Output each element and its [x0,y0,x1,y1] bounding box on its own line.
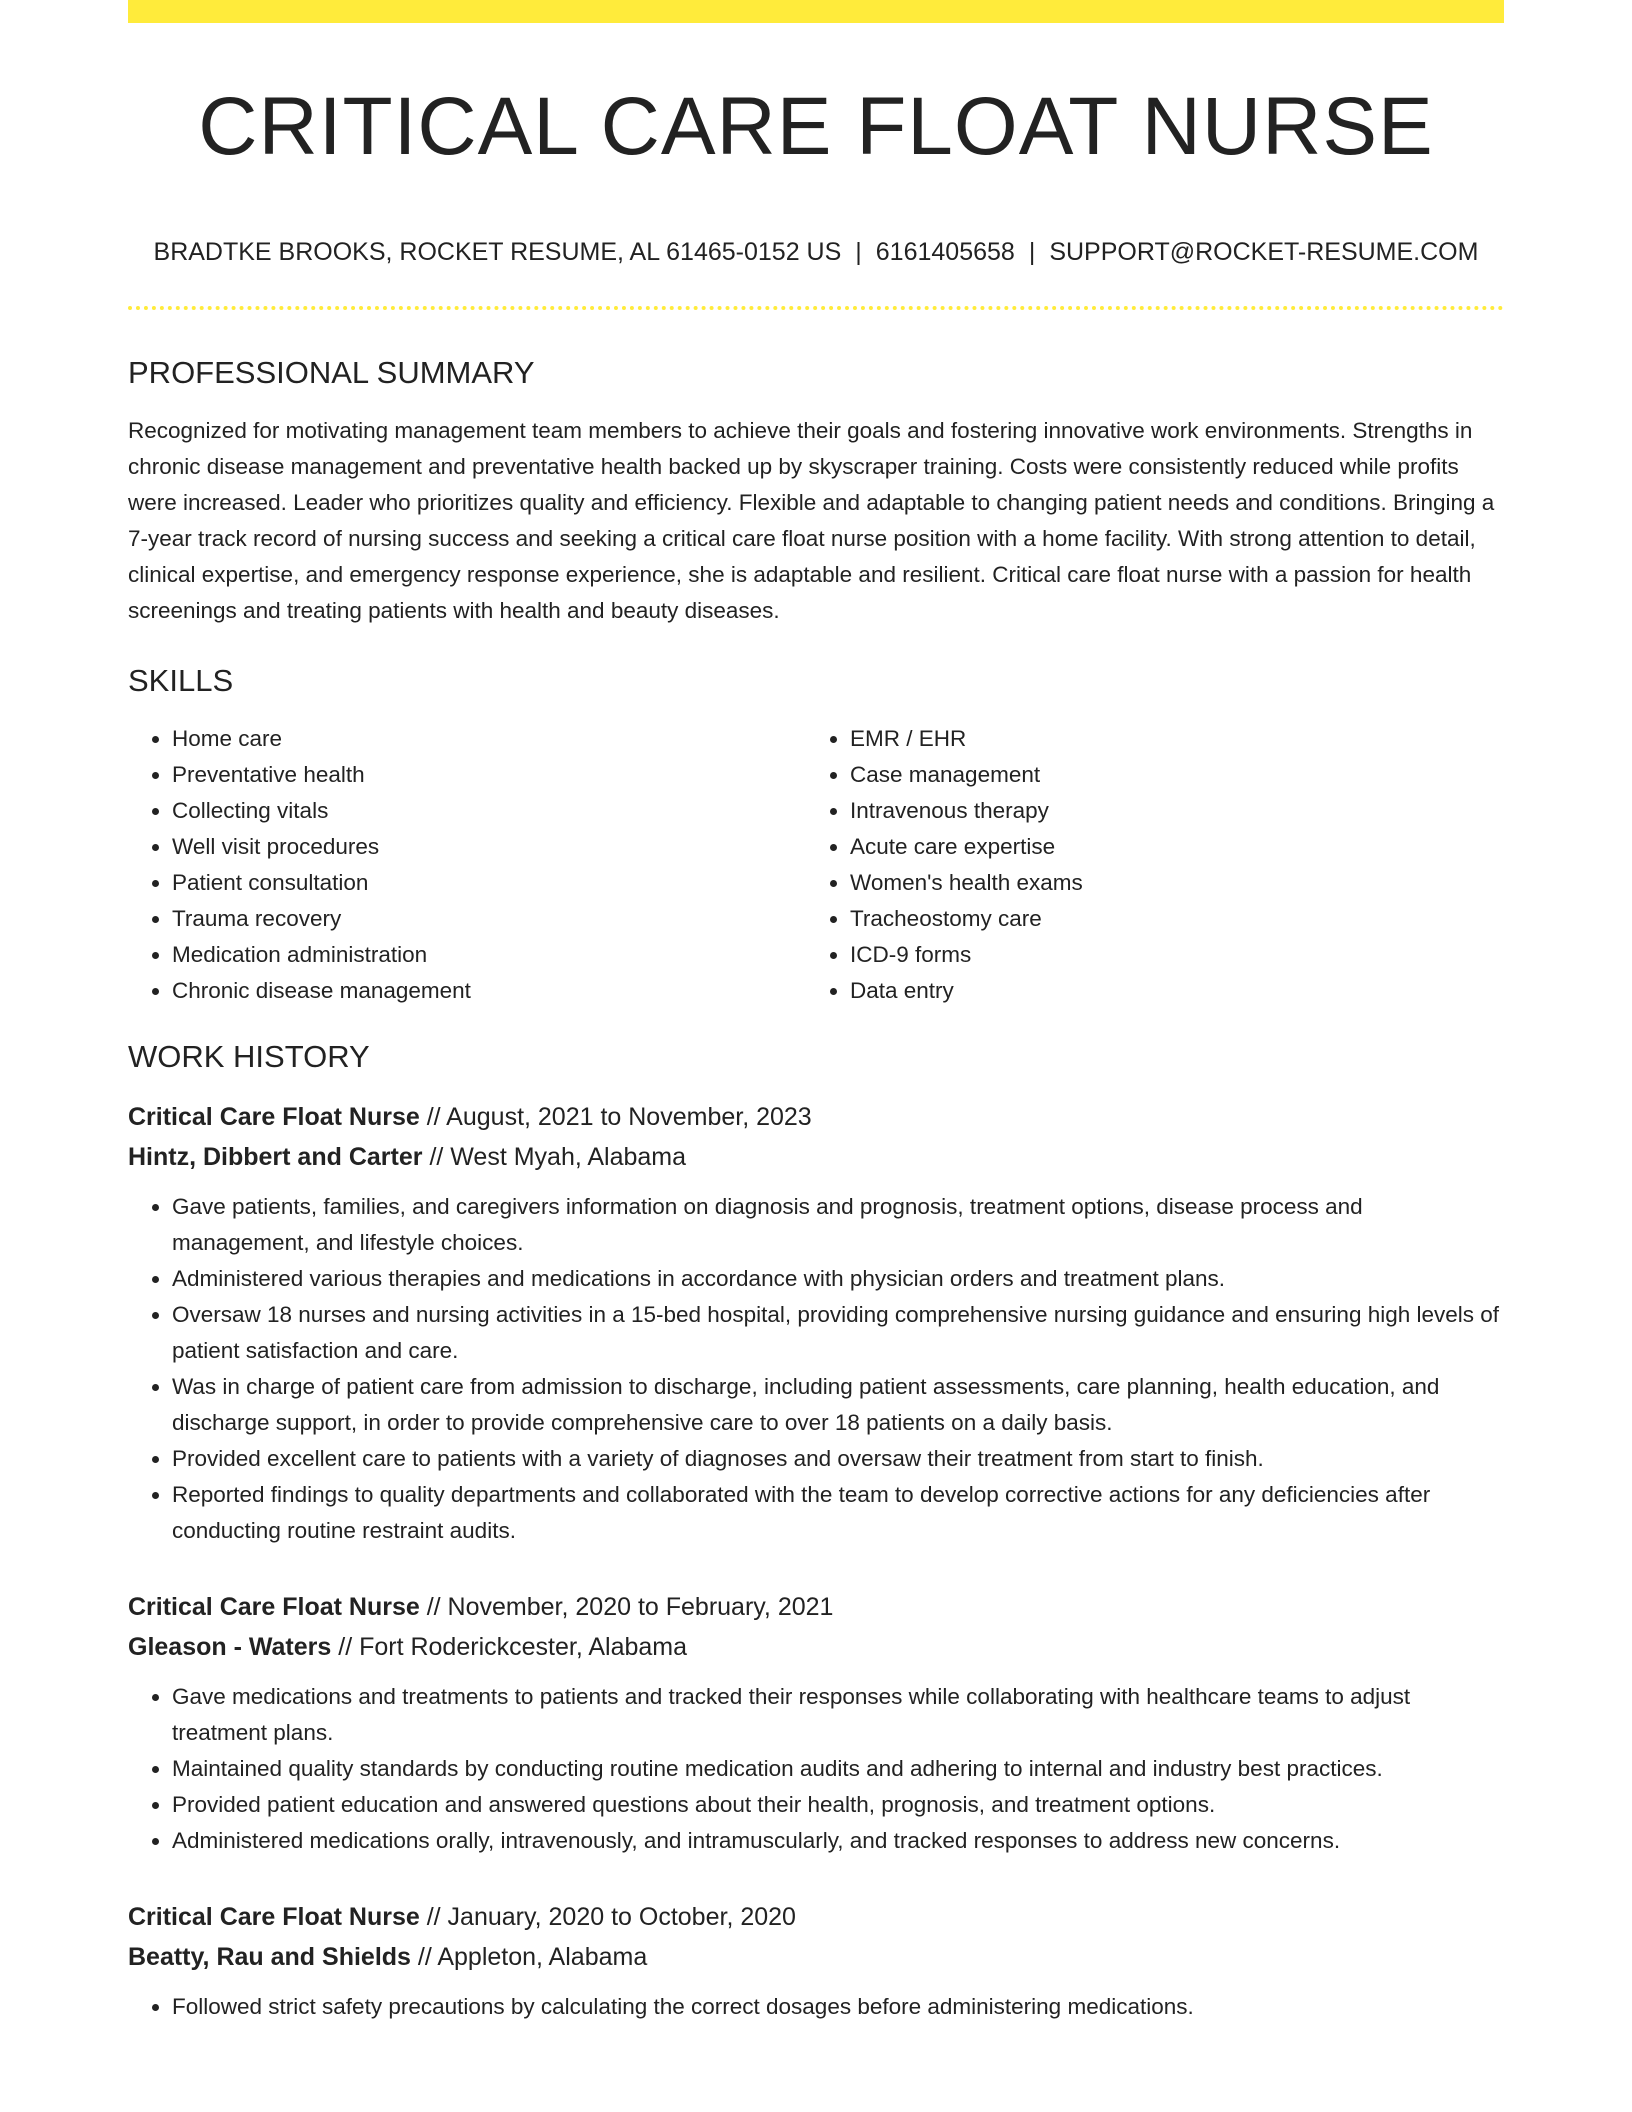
skill-item: • Patient consultation [172,865,806,901]
skills-column-left [128,721,806,1009]
job-company-line [128,1937,1504,1977]
page-title: CRITICAL CARE FLOAT NURSE [198,81,1434,172]
job-company: Hintz, Dibbert and Carter [128,1143,423,1171]
summary-heading: PROFESSIONAL SUMMARY [128,355,535,390]
skill-item: • Home care [172,721,806,757]
job-location: // Appleton, Alabama [417,1943,648,1971]
contact-line [128,238,1504,267]
job-dates: // November, 2020 to February, 2021 [426,1593,834,1621]
job-bullet: • Oversaw 18 nurses and nursing activities in a 15-bed hospital, providing comprehensive nursing guidance and ensuring high levels of patient satisfaction and care. [172,1297,1504,1369]
job-dates: // January, 2020 to October, 2020 [426,1903,796,1931]
job-bullets [128,1679,1504,1859]
skill-item: • Intravenous therapy [850,793,1484,829]
accent-bar [128,0,1504,23]
job-bullet: • Provided patient education and answered questions about their health, prognosis, and treatment options. [172,1787,1504,1823]
skill-item: • Preventative health [172,757,806,793]
job-bullets [128,1989,1504,2025]
job-dates: // August, 2021 to November, 2023 [426,1103,812,1131]
skill-item: • Chronic disease management [172,973,806,1009]
contact-phone: 6161405658 [875,238,1015,266]
job-title-line [128,1897,1504,1937]
job-company: Beatty, Rau and Shields [128,1943,411,1971]
work-history-heading: WORK HISTORY [128,1039,370,1074]
skill-item: • Collecting vitals [172,793,806,829]
job-entry [128,1897,1504,2025]
job-bullet: • Provided excellent care to patients with a variety of diagnoses and oversaw their treatment from start to finish. [172,1441,1504,1477]
skill-item: • Case management [850,757,1484,793]
job-bullet: • Gave medications and treatments to patients and tracked their responses while collaborating with healthcare teams to adjust treatment plans. [172,1679,1504,1751]
job-title-line [128,1097,1504,1137]
contact-separator: | [855,238,862,266]
job-bullet: • Was in charge of patient care from admission to discharge, including patient assessments, care planning, health education, and discharge support, in order to provide comprehensive care to over 18 patients on a daily basis. [172,1369,1504,1441]
skill-item: • Data entry [850,973,1484,1009]
dotted-divider [128,306,1504,310]
contact-address: BRADTKE BROOKS, ROCKET RESUME, AL 61465-0152 US [153,238,842,266]
job-company: Gleason - Waters [128,1633,332,1661]
job-bullet: • Maintained quality standards by conducting routine medication audits and adhering to internal and industry best practices. [172,1751,1504,1787]
summary-text: Recognized for motivating management team members to achieve their goals and fostering innovative work environments. Strengths in chronic disease management and preventative health backed up by skyscraper training. Costs were consistently reduced while profits were increased. Leader who prioritizes quality and efficiency. Flexible and adaptable to changing patient needs and conditions. Bringing a 7-year track record of nursing success and seeking a critical care float nurse position with a home facility. With strong attention to detail, clinical expertise, and emergency response experience, she is adaptable and resilient. Critical care float nurse with a passion for health screenings and treating patients with health and beauty diseases. [128,418,1495,623]
skill-item: • Women's health exams [850,865,1484,901]
skill-item: • Trauma recovery [172,901,806,937]
contact-email: SUPPORT@ROCKET-RESUME.COM [1049,238,1479,266]
job-title: Critical Care Float Nurse [128,1593,420,1621]
job-bullet: • Reported findings to quality departments and collaborated with the team to develop corrective actions for any deficiencies after conducting routine restraint audits. [172,1477,1504,1549]
job-bullets [128,1189,1504,1549]
job-title: Critical Care Float Nurse [128,1903,420,1931]
job-bullet: • Administered various therapies and medications in accordance with physician orders and treatment plans. [172,1261,1504,1297]
job-title-line [128,1587,1504,1627]
skills-list [128,721,1504,1009]
job-entry [128,1097,1504,1549]
skill-item: • ICD-9 forms [850,937,1484,973]
job-title: Critical Care Float Nurse [128,1103,420,1131]
skill-item: • Well visit procedures [172,829,806,865]
job-location: // Fort Roderickcester, Alabama [338,1633,688,1661]
contact-separator: | [1028,238,1036,266]
job-bullet: • Administered medications orally, intravenously, and intramuscularly, and tracked responses to address new concerns. [172,1823,1504,1859]
skills-column-right [806,721,1484,1009]
job-bullet: • Followed strict safety precautions by calculating the correct dosages before administering medications. [172,1989,1504,2025]
skill-item: • Tracheostomy care [850,901,1484,937]
job-location: // West Myah, Alabama [429,1143,687,1171]
job-company-line [128,1627,1504,1667]
job-bullet: • Gave patients, families, and caregivers information on diagnosis and prognosis, treatment options, disease process and management, and lifestyle choices. [172,1189,1504,1261]
job-entry [128,1587,1504,1859]
job-company-line [128,1137,1504,1177]
skills-heading: SKILLS [128,663,234,698]
skill-item: • EMR / EHR [850,721,1484,757]
skill-item: • Acute care expertise [850,829,1484,865]
skill-item: • Medication administration [172,937,806,973]
